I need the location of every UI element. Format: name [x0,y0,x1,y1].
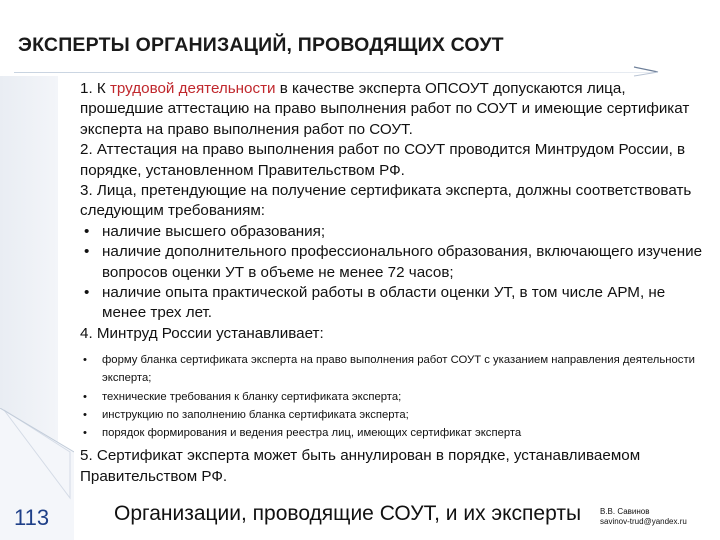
bullet-icon: • [83,354,87,367]
paragraph-2: 2. Аттестация на право выполнения работ по СОУТ проводится Минтрудом России, в порядке, установленном Правительством РФ. [80,141,686,179]
mintrud-item [80,388,710,406]
paragraph-1-prefix: 1. К [80,80,110,97]
requirements-list [80,222,710,324]
paragraph-4: 4. Минтруд России устанавливает: [80,324,324,342]
slide-body [80,79,710,487]
bullet-icon: • [83,408,87,421]
author-email: savinov-trud@yandex.ru [600,517,687,526]
divider-tail-decoration [632,64,662,78]
highlighted-term: трудовой деятельности [109,80,276,97]
mintrud-item-text: форму бланка сертификата эксперта на право выполнения работ СОУТ с указанием направления деятельности эксперта; [102,354,695,385]
bullet-icon: • [84,243,90,261]
title-divider [14,72,654,73]
author-name: В.В. Савинов [600,507,650,516]
paragraph-5: 5. Сертификат эксперта может быть аннулирован в порядке, устанавливаемом Правительством РФ. [80,447,641,485]
author-block [600,507,687,527]
bullet-icon: • [84,222,90,240]
mintrud-item [80,424,710,442]
mintrud-item-text: порядок формирования и ведения реестра лиц, имеющих сертификат эксперта [102,427,522,440]
requirement-text: наличие опыта практической работы в области оценки УТ, в том числе АРМ, не менее трех лет. [102,284,666,322]
mintrud-item [80,351,710,387]
requirement-text: наличие дополнительного профессионального образования, включающего изучение вопросов оценки УТ в объеме не менее 72 часов; [102,243,703,281]
bullet-icon: • [83,390,87,403]
requirement-item [80,242,710,283]
paragraph-1 [80,79,710,140]
mintrud-item-text: инструкцию по заполнению бланка сертификата эксперта; [102,408,409,421]
requirement-item [80,222,710,242]
requirement-item [80,283,710,324]
footer-title: Организации, проводящие СОУТ, и их эксперты [114,502,582,525]
mintrud-item [80,406,710,424]
bullet-icon: • [84,284,90,302]
slide-title: ЭКСПЕРТЫ ОРГАНИЗАЦИЙ, ПРОВОДЯЩИХ СОУТ [18,34,504,56]
paragraph-1-rest: в качестве эксперта ОПСОУТ допускаются лица, прошедшие аттестацию на право выполнения работ по СОУТ и имеющие сертификат эксперта на право выполнения работ по СОУТ. [80,80,690,138]
requirement-text: наличие высшего образования; [102,222,326,240]
bullet-icon: • [83,427,87,440]
slide-number: 113 [14,505,50,530]
mintrud-list [80,351,710,442]
mintrud-item-text: технические требования к бланку сертификата эксперта; [102,390,402,403]
paragraph-3: 3. Лица, претендующие на получение сертификата эксперта, должны соответствовать следующим требованиям: [80,182,692,220]
